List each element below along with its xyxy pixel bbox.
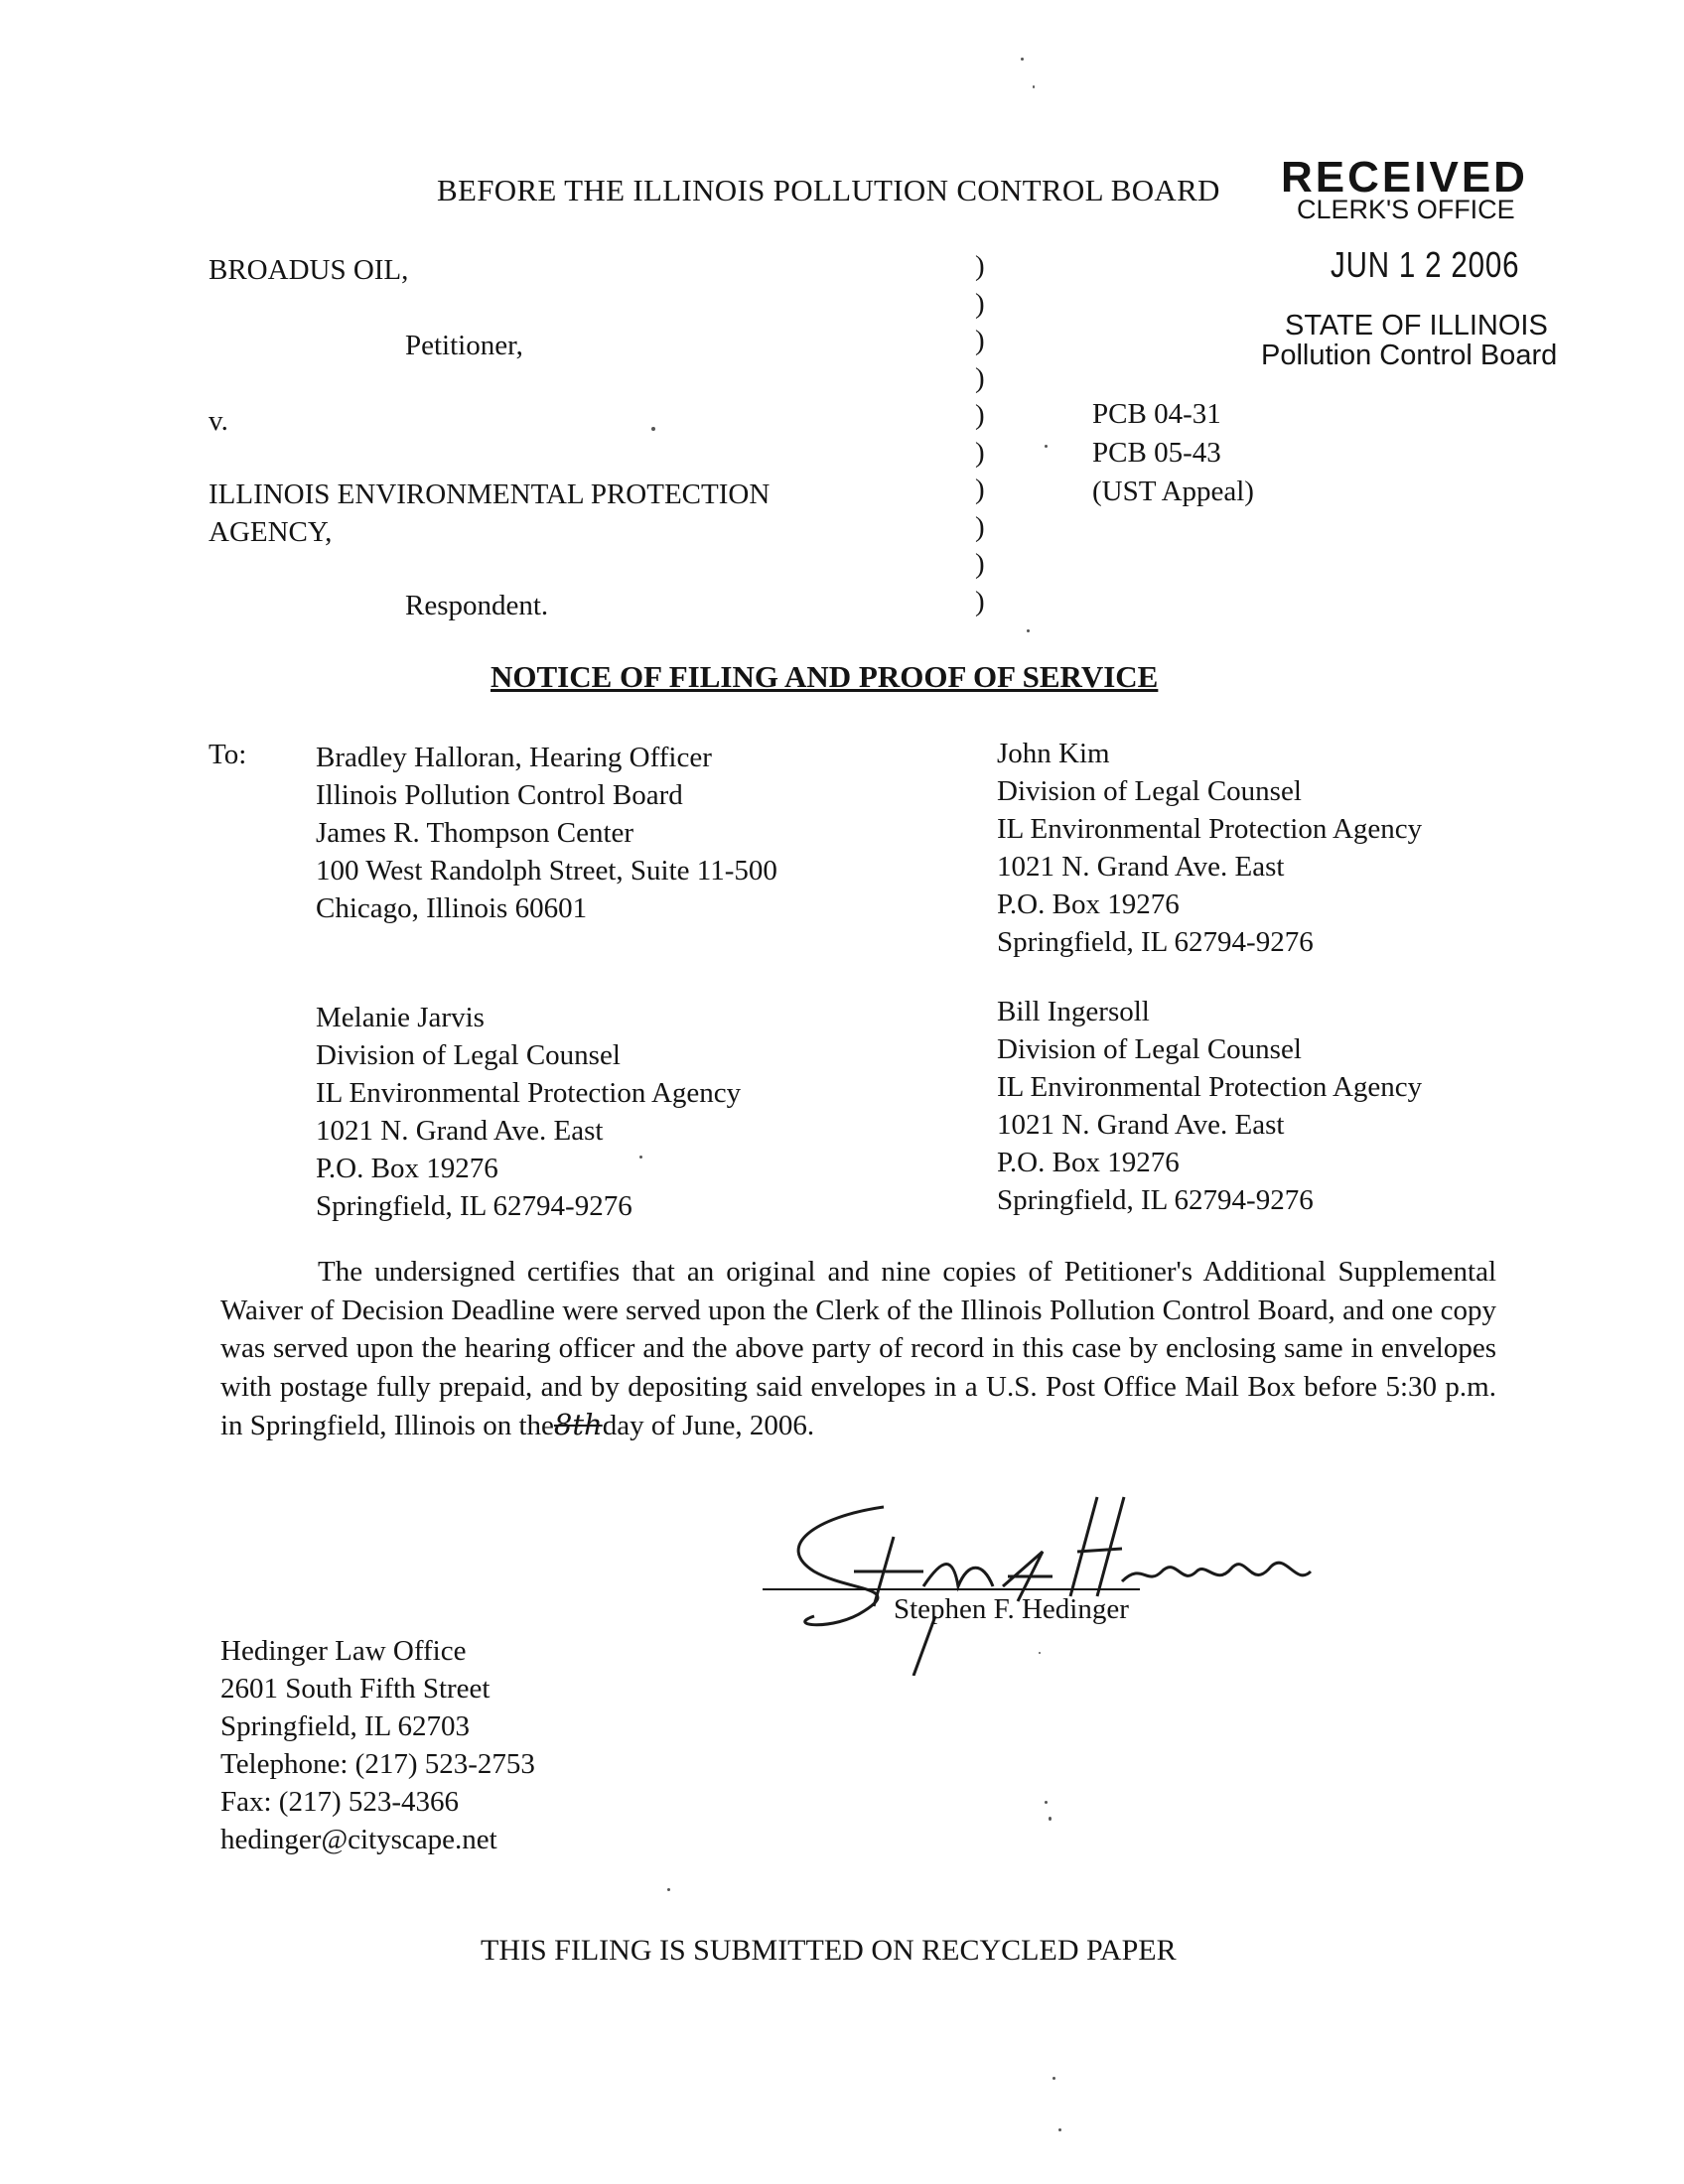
case-type: (UST Appeal): [1092, 476, 1254, 507]
firm-address: [220, 1632, 535, 1858]
firm-name: Hedinger Law Office: [220, 1635, 467, 1667]
address-line: IL Environmental Protection Agency: [997, 1071, 1423, 1103]
stamp-board: Pollution Control Board: [1261, 340, 1558, 371]
scan-speck: [1027, 629, 1030, 632]
address-line: Springfield, IL 62794-9276: [316, 1190, 632, 1222]
stamp-clerks-office: CLERK'S OFFICE: [1297, 195, 1515, 224]
case-number: PCB 05-43: [1092, 437, 1221, 469]
scan-speck: [1052, 2077, 1055, 2080]
scan-speck: [1045, 445, 1048, 448]
address-line: 100 West Randolph Street, Suite 11-500: [316, 855, 777, 887]
address-line: 1021 N. Grand Ave. East: [316, 1115, 604, 1147]
signature-line: [763, 1588, 1140, 1590]
stamp-state: STATE OF ILLINOIS: [1285, 310, 1548, 341]
address-line: IL Environmental Protection Agency: [316, 1077, 742, 1109]
scan-speck: [1033, 85, 1035, 88]
case-number: PCB 04-31: [1092, 398, 1221, 430]
address-line: Chicago, Illinois 60601: [316, 892, 588, 924]
address-line: Illinois Pollution Control Board: [316, 779, 683, 811]
versus: v.: [209, 405, 228, 437]
address-line: Bill Ingersoll: [997, 996, 1150, 1027]
petitioner-name: BROADUS OIL,: [209, 254, 409, 286]
address-line: John Kim: [997, 738, 1110, 769]
scan-speck: [1049, 1817, 1052, 1821]
document-title: NOTICE OF FILING AND PROOF OF SERVICE: [491, 659, 1159, 694]
signer-name: Stephen F. Hedinger: [894, 1593, 1129, 1625]
firm-street: 2601 South Fifth Street: [220, 1673, 491, 1705]
address-line: 1021 N. Grand Ave. East: [997, 1109, 1285, 1141]
address-line: P.O. Box 19276: [997, 1147, 1180, 1178]
address-line: James R. Thompson Center: [316, 817, 634, 849]
certification-paragraph: [220, 1253, 1496, 1445]
recycled-paper-notice: THIS FILING IS SUBMITTED ON RECYCLED PAPER: [481, 1934, 1177, 1967]
firm-city: Springfield, IL 62703: [220, 1710, 471, 1742]
address-line: Melanie Jarvis: [316, 1002, 485, 1033]
caption-parentheses: ) ) ) ) ) ) ) ) ) ): [975, 250, 985, 617]
certification-text-end: day of June, 2006.: [602, 1410, 815, 1441]
handwritten-day: 8th: [553, 1408, 603, 1441]
address-line: 1021 N. Grand Ave. East: [997, 851, 1285, 883]
scan-speck: [1058, 2128, 1061, 2131]
respondent-name-line1: ILLINOIS ENVIRONMENTAL PROTECTION: [209, 478, 771, 510]
address-line: P.O. Box 19276: [997, 888, 1180, 920]
address-line: IL Environmental Protection Agency: [997, 813, 1423, 845]
firm-email: hedinger@cityscape.net: [220, 1824, 497, 1855]
scan-speck: [1021, 58, 1024, 61]
firm-telephone: Telephone: (217) 523-2753: [220, 1748, 535, 1780]
scan-speck: [667, 1888, 670, 1891]
firm-fax: Fax: (217) 523-4366: [220, 1786, 460, 1818]
recipient-address: [997, 993, 1422, 1219]
scan-speck: [651, 427, 655, 431]
stamp-date: JUN 1 2 2006: [1331, 244, 1520, 285]
scan-speck: [1045, 1801, 1048, 1804]
respondent-label: Respondent.: [405, 590, 549, 621]
scan-speck: [1039, 1652, 1041, 1654]
address-line: Division of Legal Counsel: [316, 1039, 621, 1071]
recipient-address: [316, 739, 777, 927]
stamp-received: RECEIVED: [1281, 153, 1528, 202]
to-label: To:: [209, 739, 247, 770]
handwritten-signature: [755, 1477, 1331, 1676]
recipient-address: [316, 999, 741, 1225]
petitioner-label: Petitioner,: [405, 330, 523, 361]
address-line: P.O. Box 19276: [316, 1153, 498, 1184]
scan-speck: [639, 1156, 642, 1159]
address-line: Division of Legal Counsel: [997, 775, 1302, 807]
address-line: Springfield, IL 62794-9276: [997, 1184, 1314, 1216]
received-stamp: [1261, 153, 1638, 381]
board-title: BEFORE THE ILLINOIS POLLUTION CONTROL BOARD: [437, 173, 1220, 207]
recipient-address: [997, 735, 1422, 961]
address-line: Springfield, IL 62794-9276: [997, 926, 1314, 958]
respondent-name-line2: AGENCY,: [209, 516, 333, 548]
address-line: Bradley Halloran, Hearing Officer: [316, 742, 712, 773]
case-numbers: [1092, 395, 1254, 511]
address-line: Division of Legal Counsel: [997, 1033, 1302, 1065]
certification-text: The undersigned certifies that an original and nine copies of Petitioner's Additional Supplemental Waiver of Decision Deadline were served upon the Clerk of the Illinois Pollution Control Board, and one copy was served upon the hearing officer and the above party of record in this case by enclosing same in envelopes with postage fully prepaid, and by depositing said envelopes in a U.S. Post Office Mail Box before 5:30 p.m. in Springfield, Illinois on the: [220, 1256, 1496, 1441]
